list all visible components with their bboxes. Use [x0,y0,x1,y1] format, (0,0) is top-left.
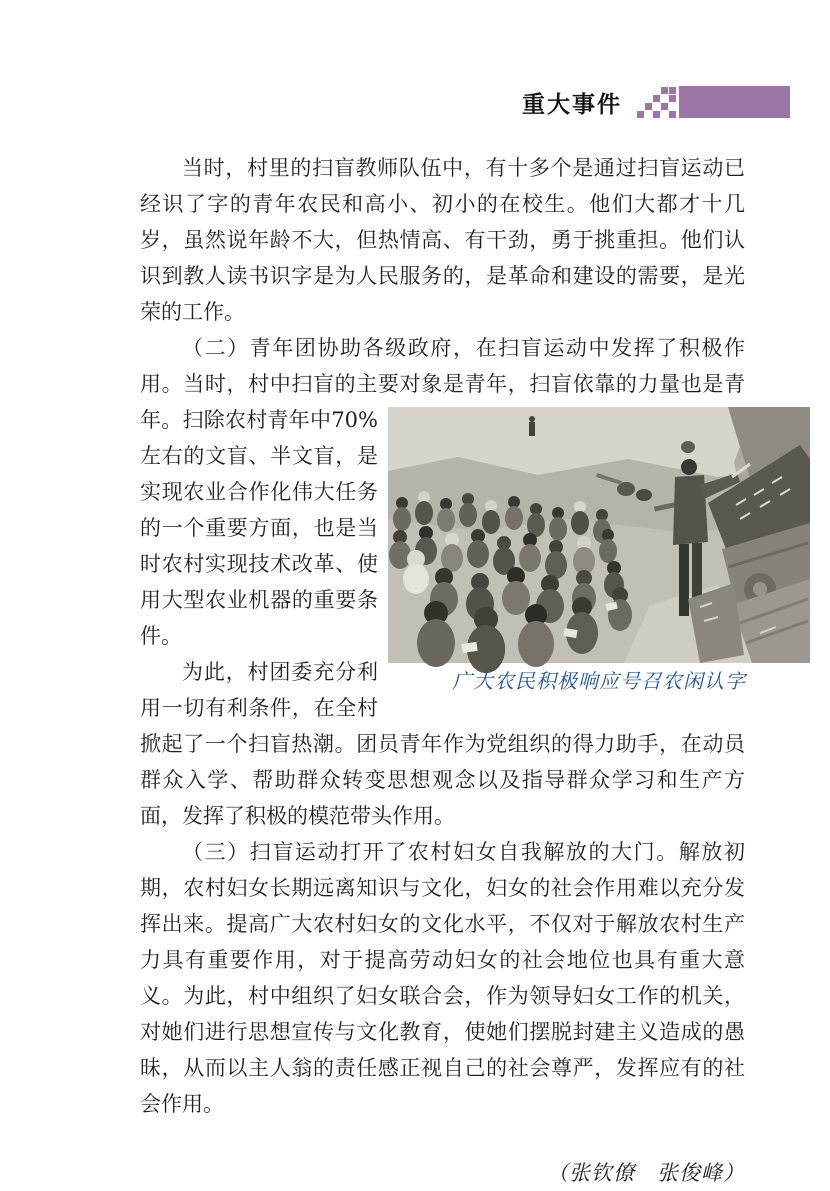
farmers-literacy-class-photo [388,407,810,663]
paragraph-3-text: 为此，村团委充分利用一切有利条件，在全村掀起了一个扫盲热潮。团员青年作为党组织的得力助手，在动员群众入学、帮助群众转变思想观念以及指导群众学习和生产方面，发挥了积极的模范带头作用。 [140,660,745,828]
section-title: 重大事件 [522,91,622,118]
page-content [140,0,745,1191]
article-body [140,150,745,1191]
author-attribution: （张钦僚 张俊峰） [547,1161,745,1185]
paragraph-2 [140,330,746,693]
paragraph-4-text: （三）扫盲运动打开了农村妇女自我解放的大门。解放初期，农村妇女长期远离知识与文化，妇女的社会作用难以充分发挥出来。提高广大农村妇女的文化水平，不仅对于解放农村生产力具有重要作用，对于提高劳动妇女的社会地位也具有重大意义。为此，村中组织了妇女联合会，作为领导妇女工作的机关，对她们进行思想宣传与文化教育，使她们摆脱封建主义造成的愚昧，从而以主人翁的责任感正视自己的社会尊严，发挥应有的社会作用。 [140,840,745,1116]
paragraph-4 [140,834,745,1122]
figure-caption: 广大农民积极响应号召农闲认字 [452,669,746,693]
paragraph-1-text: 当时，村里的扫盲教师队伍中，有十多个是通过扫盲运动已经识了字的青年农民和高小、初小的在校生。他们大都才十几岁，虽然说年龄不大，但热情高、有干劲，勇于挑重担。他们认识到教人读书识字是为人民服务的，是革命和建设的需要，是光荣的工作。 [140,156,745,324]
paragraph-2-text-b: 70%左右的文盲、半文盲，是实现农业合作化伟大任务的一个重要方面，也是当时农村实现技术改革、使用大型农业机器的重要条件。 [140,408,378,648]
page-header [140,84,790,120]
paragraph-1 [140,150,745,330]
paragraph-2-text-a: （二）青年团协助各级政府，在扫盲运动中发挥了积极作用。当时，村中扫盲的主要对象是青年，扫盲依靠的力量也是青年。扫除农村青年中 [140,336,745,432]
figure-literacy-photo [388,407,810,694]
header-decoration-icon [633,84,790,120]
